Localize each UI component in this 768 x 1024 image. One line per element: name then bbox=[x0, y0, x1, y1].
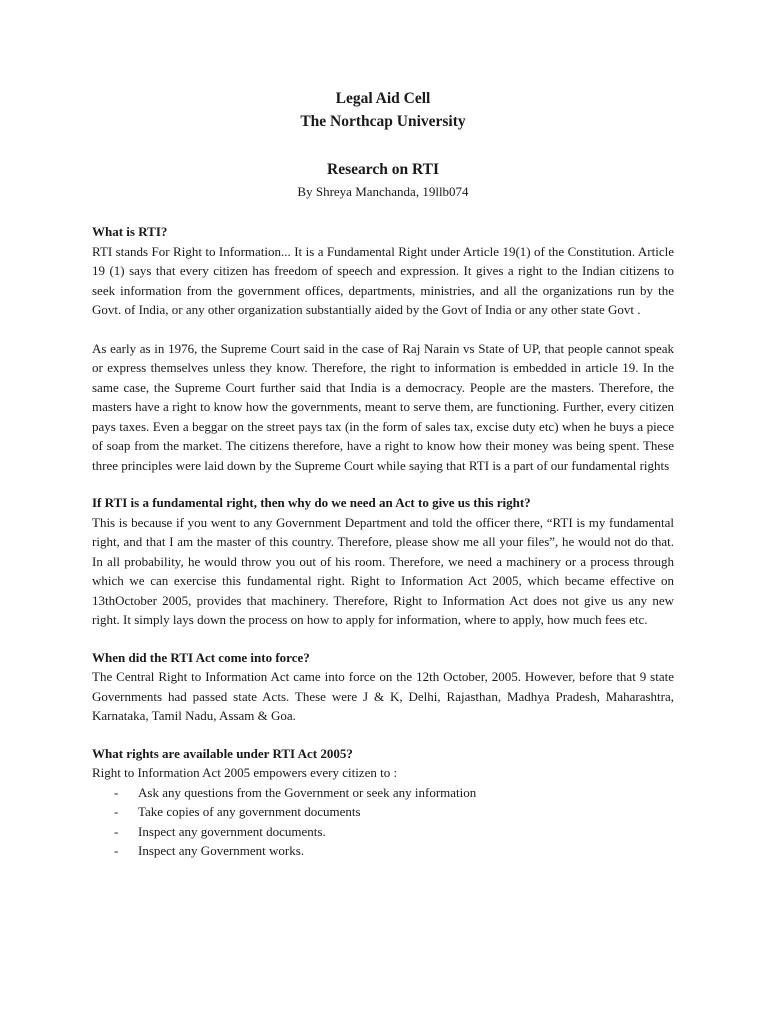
paragraph: The Central Right to Information Act came into force on the 12th October, 2005. However, before that 9 state Governments had passed state Acts. These were J & K, Delhi, Rajasthan, Madhya Pradesh, Maharashtra, Karnataka, Tamil Nadu, Assam & Goa. bbox=[92, 669, 674, 723]
author-line: By Shreya Manchanda, 19llb074 bbox=[297, 184, 469, 199]
university-name: The Northcap University bbox=[300, 113, 466, 130]
document-title: Research on RTI bbox=[327, 161, 439, 178]
list-item: - Inspect any Government works. bbox=[114, 841, 674, 861]
section-heading: When did the RTI Act come into force? bbox=[92, 649, 310, 665]
section-why-act bbox=[92, 493, 674, 630]
org-name: Legal Aid Cell bbox=[335, 90, 431, 107]
rights-intro: Right to Information Act 2005 empowers every citizen to : bbox=[92, 765, 398, 780]
paragraph: RTI stands For Right to Information... It is a Fundamental Right under Article 19(1) of the Constitution. Article 19 (1) says that every citizen has freedom of speech and expression. It gives a right to the Indian citizens to seek information from the government offices, departments, ministries, and all the organizations run by the Govt. of India, or any other organization substantially aided by the Govt of India or any other state Govt . bbox=[92, 243, 674, 317]
document-page bbox=[92, 0, 674, 861]
section-when-force bbox=[92, 648, 674, 726]
paragraph: This is because if you went to any Government Department and told the officer there, “RTI is my fundamental right, and that I am the master of this country. Therefore, please show me all your files”, he would not do that. In all probability, he would throw you out of his room. Therefore, we need a machinery or a process through which we can exercise this fundamental right. Right to Information Act 2005, which became effective on 13thOctober 2005, provides that machinery. Therefore, Right to Information Act does not give us any new right. It simply lays down the process on how to apply for information, where to apply, how much fees etc. bbox=[92, 514, 674, 627]
section-heading: What rights are available under RTI Act 2005? bbox=[92, 745, 353, 761]
section-rights bbox=[92, 744, 674, 861]
section-heading: What is RTI? bbox=[92, 224, 168, 239]
list-item: - Take copies of any government documents bbox=[114, 802, 674, 822]
section-what-is-rti bbox=[92, 222, 674, 475]
list-item: - Inspect any government documents. bbox=[114, 822, 674, 842]
section-heading: If RTI is a fundamental right, then why do we need an Act to give us this right? bbox=[92, 495, 531, 510]
rights-list bbox=[92, 783, 674, 861]
list-item: - Ask any questions from the Government or seek any information bbox=[114, 783, 674, 803]
paragraph: As early as in 1976, the Supreme Court said in the case of Raj Narain vs State of UP, that people cannot speak or express themselves unless they know. Therefore, the right to information is embedded in article 19. In the same case, the Supreme Court further said that India is a democracy. People are the masters. Therefore, the masters have a right to know how the governments, meant to serve them, are functioning. Further, every citizen pays taxes. Even a beggar on the street pays tax (in the form of sales tax, excise duty etc) when he buys a piece of soap from the market. The citizens therefore, have a right to know how their money was being spent. These three principles were laid down by the Supreme Court while saying that RTI is a part of our fundamental rights bbox=[92, 340, 674, 473]
document-header bbox=[92, 87, 674, 202]
